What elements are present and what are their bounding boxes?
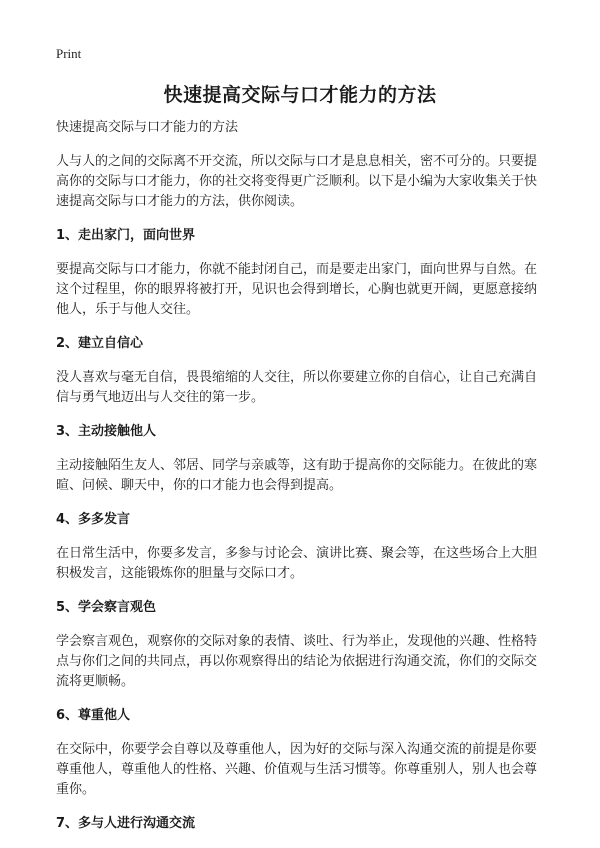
section-paragraph: 没人喜欢与毫无自信，畏畏缩缩的人交往，所以你要建立你的自信心，让自己充满自信与勇气地迈出与人交往的第一步。 [56,370,538,405]
section-heading: 2、建立自信心 [56,336,144,351]
article-subtitle: 快速提高交际与口才能力的方法 [56,120,239,135]
section-paragraph: 要提高交际与口才能力，你就不能封闭自己，而是要走出家门，面向世界与自然。在这个过程里，你的眼界将被打开，见识也会得到增长，心胸也就更开阔，更愿意接纳他人，乐于与他人交往。 [56,262,538,317]
print-link[interactable]: Print [56,46,82,61]
page-title: 快速提高交际与口才能力的方法 [163,84,437,106]
intro-paragraph: 人与人的之间的交际离不开交流，所以交际与口才是息息相关，密不可分的。只要提高你的交际与口才能力，你的社交将变得更广泛顺利。以下是小编为大家收集关于快速提高交际与口才能力的方法，供你阅读。 [56,154,538,209]
section-heading: 1、走出家门，面向世界 [56,228,196,243]
section-paragraph: 在交际中，你要学会自尊以及尊重他人，因为好的交际与深入沟通交流的前提是你要尊重他人，尊重他人的性格、兴趣、价值观与生活习惯等。你尊重别人，别人也会尊重你。 [56,742,538,797]
article-body [56,118,546,848]
section-heading: 6、尊重他人 [56,708,131,723]
section-paragraph: 主动接触陌生友人、邻居、同学与亲戚等，这有助于提高你的交际能力。在彼此的寒暄、问候、聊天中，你的口才能力也会得到提高。 [56,458,538,493]
section-heading: 3、主动接触他人 [56,424,157,439]
section-heading: 5、学会察言观色 [56,600,157,615]
section-heading: 7、多与人进行沟通交流 [56,816,196,831]
section-paragraph: 在日常生活中，你要多发言，多参与讨论会、演讲比赛、聚会等，在这些场合上大胆积极发言，这能锻炼你的胆量与交际口才。 [56,546,538,581]
section-paragraph: 学会察言观色，观察你的交际对象的表情、谈吐、行为举止，发现他的兴趣、性格特点与你们之间的共同点，再以你观察得出的结论为依据进行沟通交流，你们的交际交流将更顺畅。 [56,634,538,689]
section-heading: 4、多多发言 [56,512,131,527]
